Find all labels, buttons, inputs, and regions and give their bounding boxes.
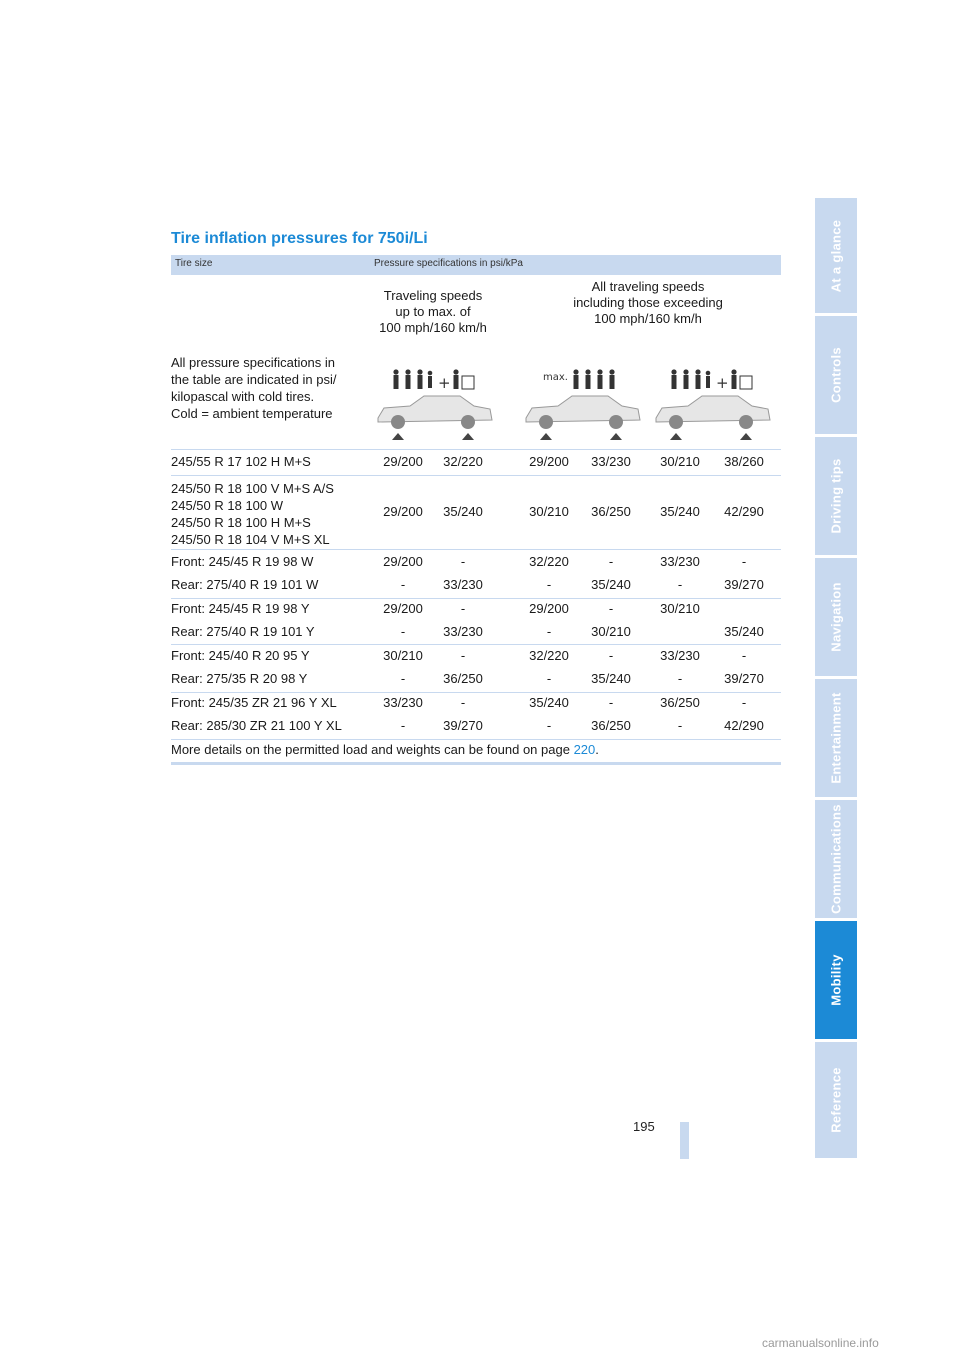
pressure-value: - xyxy=(400,718,406,733)
tab-label: Navigation xyxy=(828,582,844,652)
pressure-value: - xyxy=(400,577,406,592)
pressure-value: - xyxy=(608,648,614,663)
speed-head-max xyxy=(372,288,494,336)
pressure-value: 39/270 xyxy=(724,671,764,686)
pressure-value: - xyxy=(741,648,747,663)
tire-size: 245/50 R 18 104 V M+S XL xyxy=(171,532,330,547)
car-icon xyxy=(378,396,492,440)
pressure-value: 35/240 xyxy=(443,504,483,519)
speed-head-line: up to max. of xyxy=(395,304,471,319)
pressure-value: 29/200 xyxy=(529,454,569,469)
svg-text:+: + xyxy=(438,374,451,392)
speed-head-line: 100 mph/160 km/h xyxy=(594,311,702,326)
tab-label: Reference xyxy=(828,1067,844,1133)
section-tabs xyxy=(815,198,857,1161)
tab-entertainment[interactable] xyxy=(815,679,857,797)
tab-label: Controls xyxy=(828,347,844,403)
pressure-value: 36/250 xyxy=(660,695,700,710)
footer-note xyxy=(171,741,599,758)
page-number: 195 xyxy=(633,1119,655,1134)
table-header xyxy=(171,255,781,275)
pressure-value: - xyxy=(608,554,614,569)
speed-head-line: All traveling speeds xyxy=(591,279,705,294)
tab-at-a-glance[interactable] xyxy=(815,198,857,313)
pressure-value: - xyxy=(460,648,466,663)
tab-driving-tips[interactable] xyxy=(815,437,857,555)
pressure-value: 33/230 xyxy=(443,577,483,592)
pressure-value: 30/210 xyxy=(591,624,631,639)
tire-size-group xyxy=(171,480,334,548)
pressure-value: 33/230 xyxy=(660,648,700,663)
pressure-value: 35/240 xyxy=(591,577,631,592)
pressure-value: 35/240 xyxy=(529,695,569,710)
speed-head-line: 100 mph/160 km/h xyxy=(379,320,487,335)
load-figure-partial xyxy=(370,366,496,442)
tire-size: 245/50 R 18 100 H M+S xyxy=(171,515,311,530)
pressure-value: 30/210 xyxy=(383,648,423,663)
tab-label: Mobility xyxy=(828,954,844,1006)
pressure-value: - xyxy=(460,554,466,569)
load-figure-full xyxy=(648,366,774,442)
speed-head-line: Traveling speeds xyxy=(383,288,483,303)
max-label: max. xyxy=(543,372,568,383)
pressure-value: 33/230 xyxy=(660,554,700,569)
pressure-value: 38/260 xyxy=(724,454,764,469)
tire-size: 245/50 R 18 100 V M+S A/S xyxy=(171,481,334,496)
pressure-value: - xyxy=(677,577,683,592)
tab-label: At a glance xyxy=(828,219,844,292)
header-tire-size: Tire size xyxy=(175,258,213,269)
tab-label: Entertainment xyxy=(828,692,844,784)
pressure-value: - xyxy=(608,601,614,616)
pressure-value: 35/240 xyxy=(724,624,764,639)
divider xyxy=(171,449,781,450)
pressure-value: - xyxy=(741,554,747,569)
pressure-value: 36/250 xyxy=(591,718,631,733)
pressure-value: - xyxy=(677,671,683,686)
divider xyxy=(171,739,781,740)
tire-size: Front: 245/40 R 20 95 Y xyxy=(171,648,310,663)
table-bottom-rule xyxy=(171,762,781,765)
pressure-value: 30/210 xyxy=(660,601,700,616)
pressure-value: - xyxy=(460,695,466,710)
pressure-value: 35/240 xyxy=(591,671,631,686)
pressure-value: 29/200 xyxy=(383,504,423,519)
note-line: kilopascal with cold tires. xyxy=(171,389,315,404)
car-icon xyxy=(526,396,640,440)
pressure-value: 33/230 xyxy=(383,695,423,710)
pressure-value: - xyxy=(546,577,552,592)
speed-head-all xyxy=(560,279,736,327)
pressure-note xyxy=(171,354,337,422)
person-icon xyxy=(573,369,614,389)
divider xyxy=(171,475,781,476)
person-icon xyxy=(671,369,752,392)
pressure-value: 33/230 xyxy=(591,454,631,469)
pressure-value: - xyxy=(460,601,466,616)
load-figure-max xyxy=(518,366,644,442)
page-link[interactable]: 220 xyxy=(573,742,596,757)
person-icon xyxy=(393,369,474,392)
pressure-value: 29/200 xyxy=(383,454,423,469)
pressure-value: 32/220 xyxy=(529,648,569,663)
footer-period: . xyxy=(595,742,599,757)
pressure-value: - xyxy=(546,671,552,686)
pressure-value: 32/220 xyxy=(443,454,483,469)
tab-reference[interactable] xyxy=(815,1042,857,1158)
divider xyxy=(171,692,781,693)
tire-size: 245/50 R 18 100 W xyxy=(171,498,284,513)
pressure-value: - xyxy=(546,624,552,639)
tab-label: Communications xyxy=(828,804,844,914)
pressure-value: 42/290 xyxy=(724,718,764,733)
watermark: carmanualsonline.info xyxy=(762,1336,879,1350)
divider xyxy=(171,549,781,550)
tab-navigation[interactable] xyxy=(815,558,857,676)
footer-text: More details on the permitted load and weights can be found on page xyxy=(171,742,574,757)
page-marker xyxy=(680,1122,689,1159)
pressure-value: 30/210 xyxy=(529,504,569,519)
pressure-value: - xyxy=(608,695,614,710)
tab-communications[interactable] xyxy=(815,800,857,918)
tire-size: Rear: 275/40 R 19 101 W xyxy=(171,577,319,592)
note-line: Cold = ambient temperature xyxy=(171,406,333,421)
header-pressure: Pressure specifications in psi/kPa xyxy=(374,258,523,269)
pressure-value: - xyxy=(677,718,683,733)
pressure-value: - xyxy=(546,718,552,733)
note-line: the table are indicated in psi/ xyxy=(171,372,337,387)
pressure-value: 30/210 xyxy=(660,454,700,469)
tire-size: Rear: 275/40 R 19 101 Y xyxy=(171,624,315,639)
pressure-value: 39/270 xyxy=(724,577,764,592)
svg-text:+: + xyxy=(716,374,729,392)
pressure-value: 32/220 xyxy=(529,554,569,569)
pressure-value: 42/290 xyxy=(724,504,764,519)
tire-size: Rear: 275/35 R 20 98 Y xyxy=(171,671,308,686)
pressure-value: - xyxy=(741,695,747,710)
car-icon xyxy=(656,396,770,440)
pressure-value: - xyxy=(400,624,406,639)
pressure-value: 29/200 xyxy=(383,554,423,569)
divider xyxy=(171,598,781,599)
tire-size: Front: 245/35 ZR 21 96 Y XL xyxy=(171,695,337,710)
pressure-value: - xyxy=(400,671,406,686)
speed-head-line: including those exceeding xyxy=(573,295,723,310)
tab-mobility[interactable] xyxy=(815,921,857,1039)
pressure-value: 36/250 xyxy=(591,504,631,519)
page-title: Tire inflation pressures for 750i/Li xyxy=(171,230,428,247)
pressure-value: 29/200 xyxy=(529,601,569,616)
pressure-value: 35/240 xyxy=(660,504,700,519)
tire-size: Rear: 285/30 ZR 21 100 Y XL xyxy=(171,718,342,733)
note-line: All pressure specifications in xyxy=(171,355,336,370)
tire-size: Front: 245/45 R 19 98 Y xyxy=(171,601,310,616)
pressure-value: 36/250 xyxy=(443,671,483,686)
tire-size: Front: 245/45 R 19 98 W xyxy=(171,554,314,569)
pressure-value: 29/200 xyxy=(383,601,423,616)
divider xyxy=(171,644,781,645)
tire-size: 245/55 R 17 102 H M+S xyxy=(171,454,311,469)
tab-label: Driving tips xyxy=(828,458,844,534)
pressure-value: 39/270 xyxy=(443,718,483,733)
pressure-value: 33/230 xyxy=(443,624,483,639)
tab-controls[interactable] xyxy=(815,316,857,434)
